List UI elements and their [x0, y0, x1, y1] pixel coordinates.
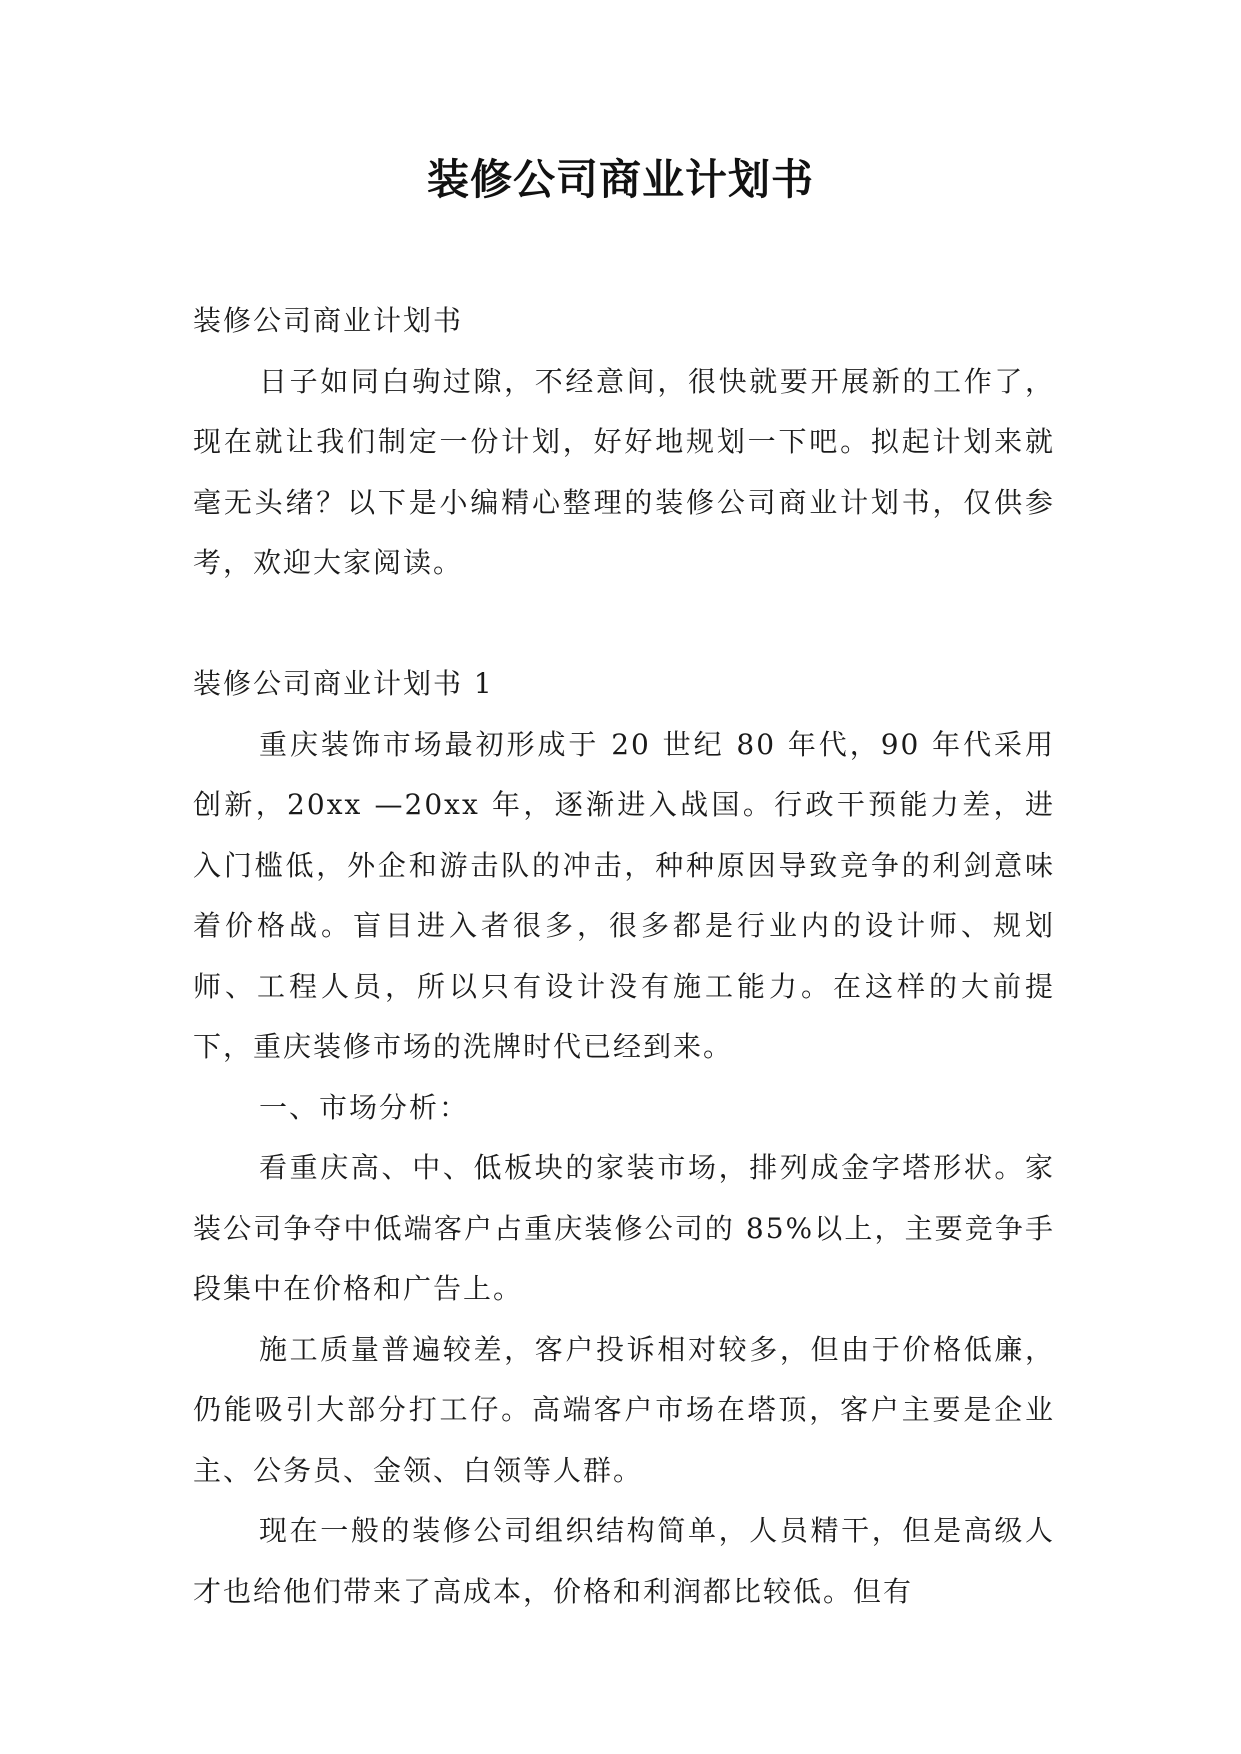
subsection-heading: 一、市场分析：: [259, 1090, 470, 1124]
intro-paragraph: 日子如同白驹过隙，不经意间，很快就要开展新的工作了，现在就让我们制定一份计划，好好地规划一下吧。拟起计划来就毫无头绪？以下是小编精心整理的装修公司商业计划书，仅供参考，欢迎大家阅读。: [193, 364, 1055, 579]
intro-heading: 装修公司商业计划书: [193, 304, 464, 337]
document-title: 装修公司商业计划书: [426, 155, 814, 204]
body-paragraph: 看重庆高、中、低板块的家装市场，排列成金字塔形状。家装公司争夺中低端客户占重庆装修公司的 85%以上，主要竞争手段集中在价格和广告上。: [193, 1151, 1055, 1305]
body-paragraph: 施工质量普遍较差，客户投诉相对较多，但由于价格低廉，仍能吸引大部分打工仔。高端客户市场在塔顶，客户主要是企业主、公务员、金领、白领等人群。: [193, 1332, 1055, 1487]
document-body: [193, 291, 1055, 1622]
body-paragraph: 重庆装饰市场最初形成于 20 世纪 80 年代，90 年代采用创新，20xx —20xx 年，逐渐进入战国。行政干预能力差，进入门槛低，外企和游击队的冲击，种种原因导致竞争的利剑意味着价格战。盲目进入者很多，很多都是行业内的设计师、规划师、工程人员，所以只有设计没有施工能力。在这样的大前提下，重庆装修市场的洗牌时代已经到来。: [193, 727, 1055, 1063]
paragraph-spacer: [193, 594, 1055, 655]
section-heading: 装修公司商业计划书 1: [193, 667, 494, 700]
body-paragraph: 现在一般的装修公司组织结构简单，人员精干，但是高级人才也给他们带来了高成本，价格和利润都比较低。但有: [193, 1514, 1055, 1608]
